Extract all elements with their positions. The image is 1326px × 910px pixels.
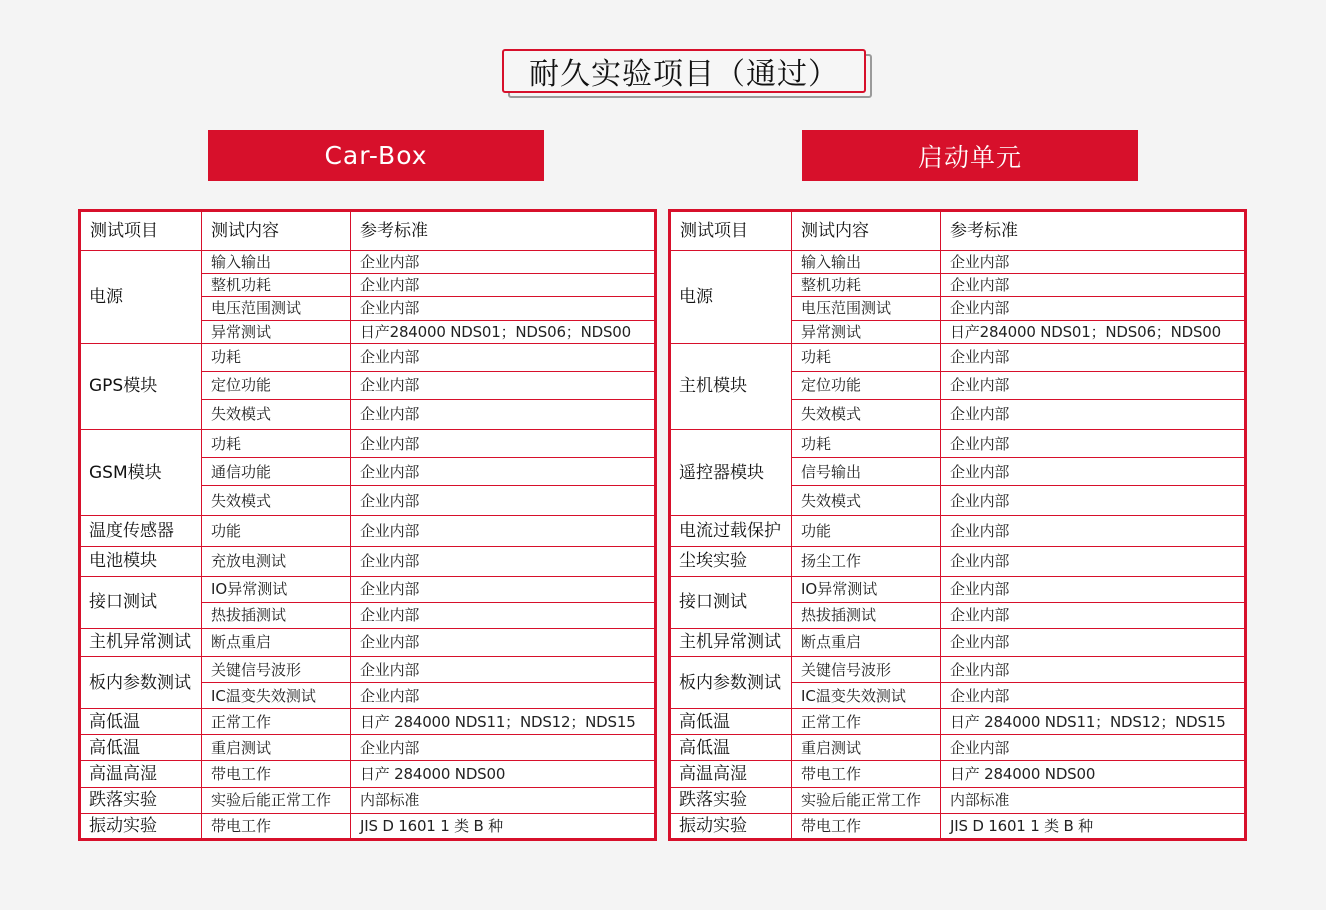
table-row (670, 761, 1246, 787)
test-item-cell: 主机异常测试 (80, 628, 202, 656)
test-content-cell: 实验后能正常工作 (202, 787, 351, 813)
test-item-cell: 接口测试 (670, 576, 792, 628)
test-item-cell: 温度传感器 (80, 516, 202, 546)
test-table-car-box (78, 209, 657, 841)
test-content-cell: 通信功能 (202, 458, 351, 486)
reference-standard-cell: 企业内部 (941, 251, 1246, 274)
reference-standard-cell: 企业内部 (351, 683, 656, 709)
reference-standard-cell: 企业内部 (941, 602, 1246, 628)
reference-standard-cell: 企业内部 (351, 458, 656, 486)
test-content-cell: IC温变失效测试 (202, 683, 351, 709)
test-content-cell: 热拔插测试 (792, 602, 941, 628)
table-row (670, 546, 1246, 576)
test-content-cell: 扬尘工作 (792, 546, 941, 576)
reference-standard-cell: 企业内部 (351, 657, 656, 683)
table-row (80, 735, 656, 761)
reference-standard-cell: 企业内部 (941, 683, 1246, 709)
reference-standard-cell: 企业内部 (941, 399, 1246, 429)
table-row (670, 657, 1246, 683)
reference-standard-cell: 日产 284000 NDS11；NDS12；NDS15 (351, 709, 656, 735)
header-reference-standard: 参考标准 (941, 211, 1246, 251)
reference-standard-cell: 企业内部 (351, 735, 656, 761)
test-item-cell: 高低温 (80, 735, 202, 761)
test-content-cell: 带电工作 (792, 761, 941, 787)
banner-start-unit: 启动单元 (802, 130, 1138, 181)
reference-standard-cell: 日产284000 NDS01；NDS06；NDS00 (941, 320, 1246, 343)
test-content-cell: 正常工作 (792, 709, 941, 735)
test-content-cell: 重启测试 (792, 735, 941, 761)
test-content-cell: 断点重启 (202, 628, 351, 656)
table-row (80, 576, 656, 602)
test-content-cell: 重启测试 (202, 735, 351, 761)
reference-standard-cell: 企业内部 (351, 251, 656, 274)
reference-standard-cell: 企业内部 (351, 430, 656, 458)
reference-standard-cell: 企业内部 (941, 458, 1246, 486)
reference-standard-cell: 企业内部 (941, 343, 1246, 371)
test-item-cell: 高温高湿 (670, 761, 792, 787)
table-row (670, 343, 1246, 371)
reference-standard-cell: JIS D 1601 1 类 B 种 (351, 813, 656, 839)
test-content-cell: 定位功能 (202, 371, 351, 399)
test-item-cell: 高低温 (670, 709, 792, 735)
test-content-cell: 失效模式 (792, 486, 941, 516)
test-item-cell: GPS模块 (80, 343, 202, 429)
test-content-cell: 功能 (792, 516, 941, 546)
table-row (80, 546, 656, 576)
table-row (80, 343, 656, 371)
table-row (670, 787, 1246, 813)
reference-standard-cell: 企业内部 (941, 657, 1246, 683)
reference-standard-cell: 日产 284000 NDS11；NDS12；NDS15 (941, 709, 1246, 735)
test-item-cell: 遥控器模块 (670, 430, 792, 516)
reference-standard-cell: 企业内部 (351, 399, 656, 429)
table-row (670, 628, 1246, 656)
header-test-content: 测试内容 (792, 211, 941, 251)
test-content-cell: 输入输出 (792, 251, 941, 274)
test-item-cell: 跌落实验 (670, 787, 792, 813)
test-item-cell: 振动实验 (80, 813, 202, 839)
table-row (670, 251, 1246, 274)
test-content-cell: 实验后能正常工作 (792, 787, 941, 813)
test-content-cell: 失效模式 (792, 399, 941, 429)
reference-standard-cell: 企业内部 (941, 486, 1246, 516)
reference-standard-cell: 企业内部 (941, 297, 1246, 320)
reference-standard-cell: 日产 284000 NDS00 (941, 761, 1246, 787)
test-content-cell: 功耗 (202, 343, 351, 371)
test-item-cell: 尘埃实验 (670, 546, 792, 576)
test-table-start-unit (668, 209, 1247, 841)
test-content-cell: 整机功耗 (792, 274, 941, 297)
test-item-cell: 主机模块 (670, 343, 792, 429)
test-content-cell: 带电工作 (202, 761, 351, 787)
table-row (80, 628, 656, 656)
test-content-cell: 断点重启 (792, 628, 941, 656)
header-test-item: 测试项目 (670, 211, 792, 251)
table-row (670, 735, 1246, 761)
reference-standard-cell: 企业内部 (941, 516, 1246, 546)
test-content-cell: 带电工作 (202, 813, 351, 839)
test-content-cell: 电压范围测试 (792, 297, 941, 320)
test-item-cell: 主机异常测试 (670, 628, 792, 656)
table-row (670, 430, 1246, 458)
test-item-cell: 电源 (80, 251, 202, 343)
reference-standard-cell: 企业内部 (941, 430, 1246, 458)
table-row (80, 516, 656, 546)
test-content-cell: 功能 (202, 516, 351, 546)
header-reference-standard: 参考标准 (351, 211, 656, 251)
test-content-cell: 热拔插测试 (202, 602, 351, 628)
table-row (80, 430, 656, 458)
reference-standard-cell: 内部标准 (351, 787, 656, 813)
reference-standard-cell: 企业内部 (351, 486, 656, 516)
test-content-cell: 带电工作 (792, 813, 941, 839)
test-content-cell: 功耗 (792, 343, 941, 371)
test-content-cell: 正常工作 (202, 709, 351, 735)
test-content-cell: 整机功耗 (202, 274, 351, 297)
reference-standard-cell: 企业内部 (351, 516, 656, 546)
test-item-cell: 高低温 (670, 735, 792, 761)
test-content-cell: 充放电测试 (202, 546, 351, 576)
table-row (80, 813, 656, 839)
reference-standard-cell: 企业内部 (941, 371, 1246, 399)
test-item-cell: 板内参数测试 (80, 657, 202, 709)
banner-car-box: Car-Box (208, 130, 544, 181)
reference-standard-cell: 企业内部 (941, 546, 1246, 576)
test-content-cell: 关键信号波形 (202, 657, 351, 683)
table-row (670, 813, 1246, 839)
header-test-content: 测试内容 (202, 211, 351, 251)
reference-standard-cell: 企业内部 (351, 274, 656, 297)
table-header-row (80, 211, 656, 251)
reference-standard-cell: 企业内部 (941, 576, 1246, 602)
reference-standard-cell: 日产284000 NDS01；NDS06；NDS00 (351, 320, 656, 343)
test-item-cell: 电源 (670, 251, 792, 343)
reference-standard-cell: 日产 284000 NDS00 (351, 761, 656, 787)
test-content-cell: 电压范围测试 (202, 297, 351, 320)
test-item-cell: 振动实验 (670, 813, 792, 839)
test-content-cell: 异常测试 (792, 320, 941, 343)
test-item-cell: 高低温 (80, 709, 202, 735)
table-row (670, 516, 1246, 546)
reference-standard-cell: 企业内部 (351, 546, 656, 576)
table-header-row (670, 211, 1246, 251)
table-row (670, 576, 1246, 602)
reference-standard-cell: 内部标准 (941, 787, 1246, 813)
test-content-cell: IO异常测试 (792, 576, 941, 602)
reference-standard-cell: 企业内部 (941, 735, 1246, 761)
table-row (80, 761, 656, 787)
table-row (80, 657, 656, 683)
test-content-cell: 失效模式 (202, 399, 351, 429)
test-item-cell: 跌落实验 (80, 787, 202, 813)
test-content-cell: 关键信号波形 (792, 657, 941, 683)
table-row (80, 709, 656, 735)
test-content-cell: 功耗 (792, 430, 941, 458)
page-title-frame (502, 49, 874, 97)
test-content-cell: 异常测试 (202, 320, 351, 343)
test-item-cell: 接口测试 (80, 576, 202, 628)
test-item-cell: GSM模块 (80, 430, 202, 516)
test-content-cell: 输入输出 (202, 251, 351, 274)
page-title: 耐久实验项目（通过） (502, 49, 866, 93)
reference-standard-cell: 企业内部 (351, 602, 656, 628)
table-row (80, 251, 656, 274)
reference-standard-cell: JIS D 1601 1 类 B 种 (941, 813, 1246, 839)
test-item-cell: 板内参数测试 (670, 657, 792, 709)
test-content-cell: IC温变失效测试 (792, 683, 941, 709)
test-content-cell: 失效模式 (202, 486, 351, 516)
test-content-cell: 定位功能 (792, 371, 941, 399)
test-item-cell: 高温高湿 (80, 761, 202, 787)
reference-standard-cell: 企业内部 (941, 274, 1246, 297)
test-item-cell: 电流过载保护 (670, 516, 792, 546)
test-content-cell: IO异常测试 (202, 576, 351, 602)
test-content-cell: 信号输出 (792, 458, 941, 486)
reference-standard-cell: 企业内部 (351, 371, 656, 399)
table-row (670, 709, 1246, 735)
test-item-cell: 电池模块 (80, 546, 202, 576)
reference-standard-cell: 企业内部 (351, 297, 656, 320)
reference-standard-cell: 企业内部 (351, 576, 656, 602)
header-test-item: 测试项目 (80, 211, 202, 251)
table-row (80, 787, 656, 813)
reference-standard-cell: 企业内部 (351, 343, 656, 371)
test-content-cell: 功耗 (202, 430, 351, 458)
reference-standard-cell: 企业内部 (941, 628, 1246, 656)
reference-standard-cell: 企业内部 (351, 628, 656, 656)
